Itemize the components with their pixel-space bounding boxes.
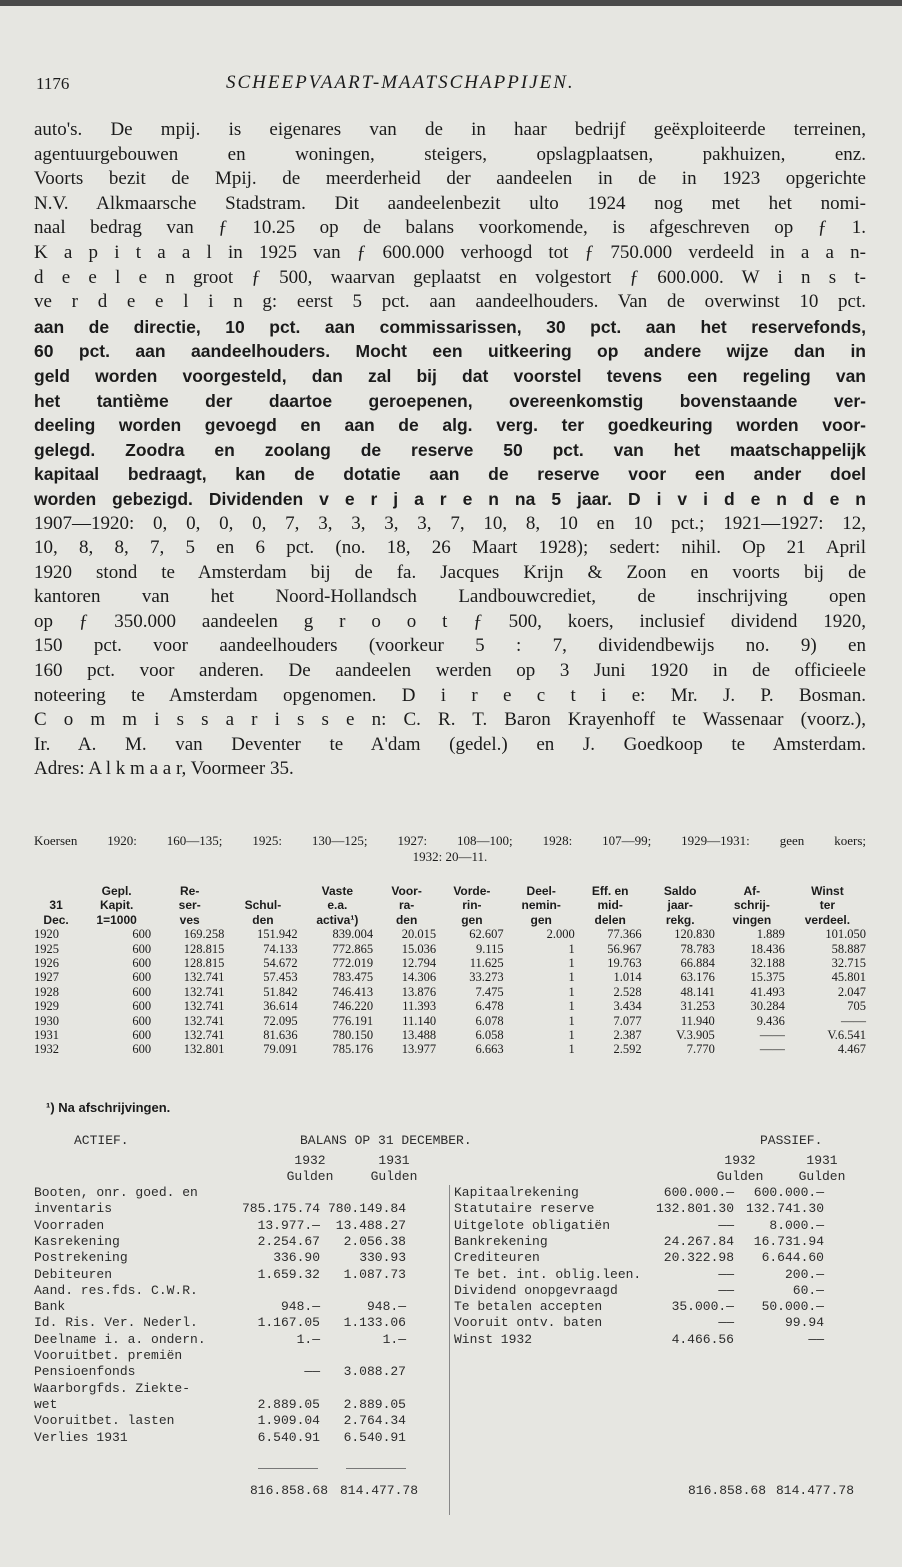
table-cell: 3.434 <box>613 999 642 1014</box>
body-line: naal bedrag van ƒ 10.25 op de balans voorkomende, is afgeschreven op ƒ 1. <box>34 217 866 239</box>
table-cell: 1 <box>568 1013 575 1028</box>
actief-label: Bank <box>34 1299 66 1315</box>
passief-value: —— <box>808 1331 824 1347</box>
table-cell: 13.488 <box>401 1028 437 1043</box>
table-header-row <box>32 913 868 927</box>
table-cell: 1928 <box>34 984 59 999</box>
actief-row <box>34 1364 868 1380</box>
body-line: 10, 8, 8, 7, 5 en 6 pct. (no. 18, 26 Maart 1928); sedert: nihil. Op 21 April <box>34 537 866 559</box>
table-cell: 66.884 <box>680 956 715 971</box>
table-cell: 120.830 <box>674 927 715 942</box>
table-header-cell: delen <box>594 912 626 927</box>
table-cell: 6.663 <box>475 1042 504 1057</box>
passief-row <box>34 1267 868 1283</box>
actief-value: 2.889.05 <box>257 1396 320 1412</box>
body-line: het tantième der daartoe geroepenen, overeenkomstig bovenstaande ver- <box>34 390 866 411</box>
table-cell: 78.783 <box>680 941 715 956</box>
actief-value: 2.056.38 <box>343 1233 406 1249</box>
table-header-cell: Gepl. <box>101 884 132 898</box>
actief-year-2: 1931 Gulden <box>370 1153 418 1184</box>
table-header-cell: Kapit. <box>99 898 134 913</box>
body-line: kantoren van het Noord-Hollandsch Landbouwcrediet, de inschrijving open <box>34 586 866 608</box>
koersen-line-2: 1932: 20—11. <box>412 849 488 864</box>
table-header-cell: Vorde- <box>453 884 491 898</box>
table-cell: 2.387 <box>613 1028 642 1043</box>
table-cell: 6.058 <box>475 1028 504 1043</box>
table-cell: 12.794 <box>401 956 437 971</box>
table-cell: 780.150 <box>332 1028 374 1043</box>
table-header-cell: den <box>252 912 274 927</box>
body-line: worden gebezigd. Dividenden v e r j a r e n na 5 jaar. D i v i d e n d e n <box>34 488 866 509</box>
table-cell: 132.741 <box>183 1013 225 1028</box>
table-cell: 132.741 <box>183 970 225 985</box>
actief-value: 330.93 <box>359 1250 406 1266</box>
actief-row <box>34 1430 868 1446</box>
body-line: Ir. A. M. van Deventer te A'dam (gedel.) en J. Goedkoop te Amsterdam. <box>34 733 866 755</box>
table-cell: 56.967 <box>607 941 642 956</box>
passief-row <box>34 1283 868 1299</box>
body-line: kapitaal bedraagt, kan de dotatie aan de reserve voor een ander doel <box>34 464 866 485</box>
passief-value: 200.— <box>784 1266 824 1282</box>
table-cell: 101.050 <box>825 927 866 942</box>
table-header-cell: Deel- <box>526 884 556 898</box>
actief-year-1: 1932 Gulden <box>286 1153 334 1184</box>
table-cell: 1 <box>568 941 575 956</box>
table-cell: 81.636 <box>263 1028 298 1043</box>
table-cell: 132.741 <box>183 999 225 1014</box>
passief-value: 600.000.— <box>663 1185 734 1200</box>
table-cell: 20.015 <box>401 927 437 942</box>
passief-label: Crediteuren <box>454 1250 540 1266</box>
table-row <box>32 970 868 984</box>
body-line: deeling worden gevoegd en aan de alg. verg. ter goedkeuring worden voor- <box>34 415 866 436</box>
table-cell: 30.284 <box>750 999 785 1014</box>
table-header-cell: Af- <box>743 884 761 898</box>
actief-value: 1.167.05 <box>257 1315 320 1331</box>
table-cell: 600 <box>132 941 152 956</box>
passief-value: 600.000.— <box>753 1185 824 1200</box>
body-line: op ƒ 350.000 aandeelen g r o o t ƒ 500, koers, inclusief dividend 1920, <box>34 610 866 632</box>
table-cell: 1 <box>568 1028 575 1043</box>
passief-total-1932: 816.858.68 <box>688 1483 767 1498</box>
actief-value: 2.889.05 <box>343 1396 406 1412</box>
total-rule-1 <box>258 1468 318 1469</box>
passief-row <box>34 1315 868 1331</box>
table-header-cell: Re- <box>180 884 200 898</box>
table-cell: 6.078 <box>475 1013 504 1028</box>
table-cell: 15.036 <box>401 941 437 956</box>
actief-value: 13.977.— <box>257 1217 320 1233</box>
table-cell: 79.091 <box>263 1042 298 1057</box>
body-line: agentuurgebouwen en woningen, steigers, opslagplaatsen, pakhuizen, enz. <box>34 143 866 165</box>
passief-total-1931: 814.477.78 <box>776 1483 855 1498</box>
passief-value: —— <box>718 1315 734 1331</box>
body-line: Voorts bezit de Mpij. de meerderheid der aandeelen in de in 1923 opgerichte <box>34 168 866 190</box>
actief-label: Aand. res.fds. C.W.R. <box>34 1282 198 1298</box>
passief-row <box>34 1250 868 1266</box>
table-header-cell <box>226 884 299 898</box>
table-cell: 32.715 <box>831 956 866 971</box>
table-cell: 839.004 <box>332 927 374 942</box>
table-header-cell: 31 <box>49 898 63 913</box>
table-cell: 1 <box>568 984 575 999</box>
table-cell: 1920 <box>34 927 59 942</box>
body-line: gelegd. Zoodra en zoolang de reserve 50 pct. van het maatschappelijk <box>34 439 866 460</box>
actief-label: Kasrekening <box>34 1233 120 1249</box>
table-header-cell: Winst <box>811 884 844 898</box>
table-cell: 57.453 <box>263 970 298 985</box>
table-cell: 54.672 <box>263 956 298 971</box>
table-header-cell: ra- <box>398 898 415 913</box>
table-cell: 785.176 <box>332 1042 374 1057</box>
actief-value: 780.149.84 <box>328 1201 407 1217</box>
table-cell: 772.019 <box>332 956 374 971</box>
table-cell: 11.393 <box>402 999 437 1014</box>
table-cell: 1931 <box>34 1028 59 1043</box>
actief-label: Postrekening <box>34 1250 128 1266</box>
actief-label: Debiteuren <box>34 1266 113 1282</box>
actief-value: 2.254.67 <box>257 1233 320 1249</box>
passief-value: 132.801.30 <box>656 1201 735 1217</box>
table-cell: 600 <box>132 1013 152 1028</box>
table-header-cell: ser- <box>178 898 201 913</box>
table-cell: 128.815 <box>183 941 225 956</box>
table-cell: 32.188 <box>750 956 785 971</box>
total-rule-2 <box>346 1468 406 1469</box>
body-line: N.V. Alkmaarsche Stadstram. Dit aandeelenbezit ulto 1924 nog met het nomi- <box>34 192 866 214</box>
table-cell: 41.493 <box>750 984 785 999</box>
actief-row <box>34 1348 868 1364</box>
actief-label: inventaris <box>34 1201 113 1217</box>
running-title: SCHEEPVAART-MAATSCHAPPIJEN. <box>226 72 575 93</box>
table-cell: 9.436 <box>756 1013 785 1028</box>
table-cell: 31.253 <box>680 999 715 1014</box>
actief-label: Deelname i. a. ondern. <box>34 1331 206 1347</box>
page-number: 1176 <box>36 74 70 93</box>
table-cell: 1930 <box>34 1013 59 1028</box>
passief-label: Statutaire reserve <box>454 1201 595 1217</box>
actief-value: 6.540.91 <box>343 1429 406 1445</box>
table-cell: 2.000 <box>546 927 575 942</box>
actief-label: Vooruitbet. lasten <box>34 1413 175 1429</box>
table-cell: 169.258 <box>183 927 225 942</box>
table-cell: 18.436 <box>750 941 785 956</box>
passief-value: 8.000.— <box>769 1217 824 1233</box>
body-line: ve r d e e l i n g: eerst 5 pct. aan aandeelhouders. Van de overwinst 10 pct. <box>34 291 866 313</box>
table-cell: 58.887 <box>831 941 866 956</box>
table-header-cell: Eff. en <box>591 884 629 898</box>
table-cell: 600 <box>132 956 152 971</box>
actief-value: 1.087.73 <box>343 1266 406 1282</box>
table-row <box>32 1042 868 1056</box>
table-cell: 51.842 <box>263 984 298 999</box>
table-header-row <box>32 884 868 898</box>
table-cell: 2.047 <box>837 984 866 999</box>
table-cell: 14.306 <box>401 970 437 985</box>
body-line: 160 pct. voor anderen. De aandeelen werden op 3 Juni 1920 in de officieele <box>34 660 866 682</box>
table-cell: 9.115 <box>475 941 504 956</box>
top-border <box>0 0 902 6</box>
passief-value: 24.267.84 <box>663 1233 734 1249</box>
passief-value: 99.94 <box>784 1315 824 1331</box>
table-cell: 72.095 <box>263 1013 298 1028</box>
passief-label: Te betalen accepten <box>454 1299 603 1315</box>
actief-value: 1.133.06 <box>343 1315 406 1331</box>
table-cell: 151.942 <box>256 927 298 942</box>
table-cell: 1 <box>568 999 575 1014</box>
financial-table <box>32 884 868 1057</box>
passief-value: —— <box>718 1217 734 1233</box>
body-line: 150 pct. voor aandeelhouders (voorkeur 5 : 7, dividendbewijs no. 9) en <box>34 635 866 657</box>
table-cell: 600 <box>132 984 152 999</box>
koersen-line-1: Koersen 1920: 160—135; 1925: 130—125; 1927: 108—100; 1928: 107—99; 1929—1931: geen koers; <box>34 833 866 848</box>
passief-year-2: 1931 Gulden <box>798 1153 846 1184</box>
actief-value: 336.90 <box>273 1250 320 1266</box>
passief-row <box>34 1234 868 1250</box>
table-cell: 48.141 <box>680 984 715 999</box>
body-line: d e e l e n groot ƒ 500, waarvan geplaatst en volgestort ƒ 600.000. W i n s t- <box>34 266 866 288</box>
table-cell: 7.077 <box>613 1013 642 1028</box>
passief-label: Te bet. int. oblig.leen. <box>454 1266 642 1282</box>
table-cell: 6.478 <box>475 999 504 1014</box>
passief-label: Kapitaalrekening <box>454 1185 579 1200</box>
table-header-cell: Dec. <box>43 912 69 927</box>
table-cell: 19.763 <box>607 956 642 971</box>
table-row <box>32 985 868 999</box>
table-cell: 600 <box>132 1042 152 1057</box>
passief-value: —— <box>718 1266 734 1282</box>
table-cell: 15.375 <box>750 970 785 985</box>
table-row <box>32 927 868 941</box>
table-header-cell: rin- <box>462 898 482 913</box>
table-cell: 128.815 <box>183 956 225 971</box>
actief-value: 948.— <box>366 1299 406 1315</box>
table-cell: 11.140 <box>402 1013 437 1028</box>
table-cell: 1929 <box>34 999 59 1014</box>
table-cell: 63.176 <box>680 970 715 985</box>
table-cell: 1 <box>568 1042 575 1057</box>
table-header-cell: jaar- <box>667 898 693 913</box>
table-cell: V.3.905 <box>676 1028 715 1043</box>
table-header-cell: gen <box>461 912 483 927</box>
table-header-cell: nemin- <box>521 898 561 913</box>
table-header-cell: vingen <box>732 912 772 927</box>
passief-row <box>34 1332 868 1348</box>
table-cell: 1925 <box>34 941 59 956</box>
table-header-cell: Schul- <box>244 898 282 913</box>
passief-row <box>34 1299 868 1315</box>
passief-title: PASSIEF. <box>760 1133 823 1148</box>
koersen-block <box>34 833 866 865</box>
table-cell: 600 <box>132 970 152 985</box>
body-line: 1907—1920: 0, 0, 0, 0, 7, 3, 3, 3, 3, 7, 10, 8, 10 en 10 pct.; 1921—1927: 12, <box>34 512 866 534</box>
table-cell: 1.014 <box>613 970 642 985</box>
table-row <box>32 1028 868 1042</box>
actief-label: Pensioenfonds <box>34 1364 136 1380</box>
passief-row <box>34 1185 868 1201</box>
body-line: C o m m i s s a r i s s e n: C. R. T. Baron Krayenhoff te Wassenaar (voorz.), <box>34 709 866 731</box>
table-cell: 13.977 <box>401 1042 437 1057</box>
table-cell: 74.133 <box>263 941 298 956</box>
table-row <box>32 999 868 1013</box>
table-cell: 1927 <box>34 970 59 985</box>
table-header-cell: Vaste <box>321 884 354 898</box>
table-header-cell: rekg. <box>665 912 695 927</box>
table-cell: 2.592 <box>613 1042 642 1057</box>
actief-label: Voorraden <box>34 1217 105 1233</box>
actief-label: Id. Ris. Ver. Nederl. <box>34 1315 198 1331</box>
table-header-cell: e.a. <box>327 898 348 913</box>
table-cell: 11.625 <box>469 956 504 971</box>
passief-label: Uitgelote obligatiën <box>454 1217 611 1233</box>
actief-value: 1.— <box>382 1331 406 1347</box>
balans-title: BALANS OP 31 DECEMBER. <box>300 1133 472 1148</box>
actief-value: 948.— <box>280 1299 320 1315</box>
actief-value: —— <box>304 1364 320 1380</box>
passief-row <box>34 1201 868 1217</box>
body-line: auto's. De mpij. is eigenares van de in haar bedrijf geëxploiteerde terreinen, <box>34 119 866 140</box>
actief-total-1932: 816.858.68 <box>250 1483 329 1498</box>
table-row <box>32 942 868 956</box>
table-cell: 1926 <box>34 956 59 971</box>
passief-value: 4.466.56 <box>671 1331 734 1347</box>
actief-label: Vooruitbet. premiën <box>34 1348 183 1363</box>
table-header-cell: gen <box>530 912 552 927</box>
passief-year-1: 1932 Gulden <box>716 1153 764 1184</box>
table-header-cell: Saldo <box>663 884 697 898</box>
table-cell: 4.467 <box>837 1042 866 1057</box>
actief-value: 1.659.32 <box>257 1266 320 1282</box>
table-cell: 1.889 <box>756 927 785 942</box>
passief-label: Winst 1932 <box>454 1331 533 1347</box>
table-cell: 36.614 <box>263 999 298 1014</box>
actief-row <box>34 1397 868 1413</box>
passief-value: 60.— <box>792 1282 824 1298</box>
table-cell: 772.865 <box>332 941 374 956</box>
actief-row <box>34 1413 868 1429</box>
body-text <box>34 118 866 782</box>
body-line: 60 pct. aan aandeelhouders. Mocht een uitkeering op andere wijze dan in <box>34 341 866 362</box>
table-cell: 705 <box>847 999 866 1014</box>
table-cell: 600 <box>132 999 152 1014</box>
table-cell: 2.528 <box>613 984 642 999</box>
page-header <box>36 64 866 94</box>
passief-value: —— <box>718 1282 734 1298</box>
table-cell: 132.741 <box>183 1028 225 1043</box>
table-header-cell: schrij- <box>733 898 770 913</box>
table-cell: 7.770 <box>686 1042 715 1057</box>
balance-sheet <box>34 1133 868 1445</box>
actief-value: 3.088.27 <box>343 1364 406 1380</box>
passief-label: Dividend onopgevraagd <box>454 1282 618 1298</box>
table-header-cell: Voor- <box>391 884 422 898</box>
table-header-cell: ves <box>179 912 200 927</box>
body-line: 1920 stond te Amsterdam bij de fa. Jacques Krijn & Zoon en voorts bij de <box>34 561 866 583</box>
table-cell: 62.607 <box>469 927 504 942</box>
body-line: Adres: A l k m a a r, Voormeer 35. <box>34 758 294 780</box>
table-cell: 600 <box>132 927 152 942</box>
passief-value: 16.731.94 <box>753 1233 824 1249</box>
passief-label: Vooruit ontv. baten <box>454 1315 603 1331</box>
actief-row <box>34 1381 868 1397</box>
table-cell: 1 <box>568 970 575 985</box>
table-cell: V.6.541 <box>827 1028 866 1043</box>
table-cell: 13.876 <box>401 984 437 999</box>
table-cell: —— <box>841 1013 866 1028</box>
actief-label: wet <box>34 1396 58 1412</box>
table-cell: 45.801 <box>831 970 866 985</box>
body-line: geld worden voorgesteld, dan zal bij dat voorstel tevens een regeling van <box>34 365 866 386</box>
actief-value: 2.764.34 <box>343 1413 406 1429</box>
actief-value: 6.540.91 <box>257 1429 320 1445</box>
table-header-cell: den <box>395 912 418 927</box>
table-footnote: ¹) Na afschrijvingen. <box>46 1100 171 1115</box>
table-cell: 1 <box>568 956 575 971</box>
table-cell: 600 <box>132 1028 152 1043</box>
table-header-cell: 1=1000 <box>96 912 137 927</box>
table-cell: —— <box>759 1028 785 1043</box>
actief-value: 785.175.74 <box>242 1201 321 1217</box>
table-cell: 132.801 <box>183 1042 225 1057</box>
actief-total-1931: 814.477.78 <box>340 1483 419 1498</box>
body-line: K a p i t a a l in 1925 van ƒ 600.000 verhoogd tot ƒ 750.000 verdeeld in a a n- <box>34 241 866 263</box>
passief-label: Bankrekening <box>454 1233 548 1249</box>
table-row <box>32 956 868 970</box>
passief-value: 35.000.— <box>671 1299 734 1315</box>
passief-value: 132.741.30 <box>746 1201 825 1217</box>
actief-label: Booten, onr. goed. en <box>34 1185 198 1200</box>
passief-row <box>34 1218 868 1234</box>
actief-value: 1.— <box>296 1331 320 1347</box>
table-cell: 33.273 <box>469 970 504 985</box>
table-header-cell: verdeel. <box>804 912 851 927</box>
table-cell: 77.366 <box>607 927 642 942</box>
actief-value: 1.909.04 <box>257 1413 320 1429</box>
table-cell: 746.220 <box>332 999 374 1014</box>
table-cell: —— <box>759 1042 785 1057</box>
passief-value: 50.000.— <box>761 1299 824 1315</box>
table-row <box>32 1014 868 1028</box>
table-cell: 132.741 <box>183 984 225 999</box>
table-header-cell: mid- <box>597 898 623 913</box>
passief-value: 6.644.60 <box>761 1250 824 1266</box>
table-header-cell <box>32 884 80 898</box>
body-line: noteering te Amsterdam opgenomen. D i r e c t i e: Mr. J. P. Bosman. <box>34 684 866 706</box>
table-cell: 1932 <box>34 1042 59 1057</box>
actief-value: 13.488.27 <box>335 1217 406 1233</box>
table-cell: 11.940 <box>680 1013 715 1028</box>
table-header-cell: activa¹) <box>316 912 359 927</box>
table-header-cell: ter <box>819 898 836 913</box>
actief-label: Waarborgfds. Ziekte- <box>34 1380 191 1396</box>
actief-title: ACTIEF. <box>74 1133 129 1148</box>
table-cell: 776.191 <box>332 1013 374 1028</box>
table-header-row <box>32 898 868 912</box>
table-cell: 783.475 <box>332 970 374 985</box>
table-cell: 7.475 <box>475 984 504 999</box>
body-line: aan de directie, 10 pct. aan commissarissen, 30 pct. aan het reservefonds, <box>34 316 866 337</box>
passief-value: 20.322.98 <box>663 1250 734 1266</box>
actief-label: Verlies 1931 <box>34 1429 128 1445</box>
table-cell: 746.413 <box>332 984 374 999</box>
